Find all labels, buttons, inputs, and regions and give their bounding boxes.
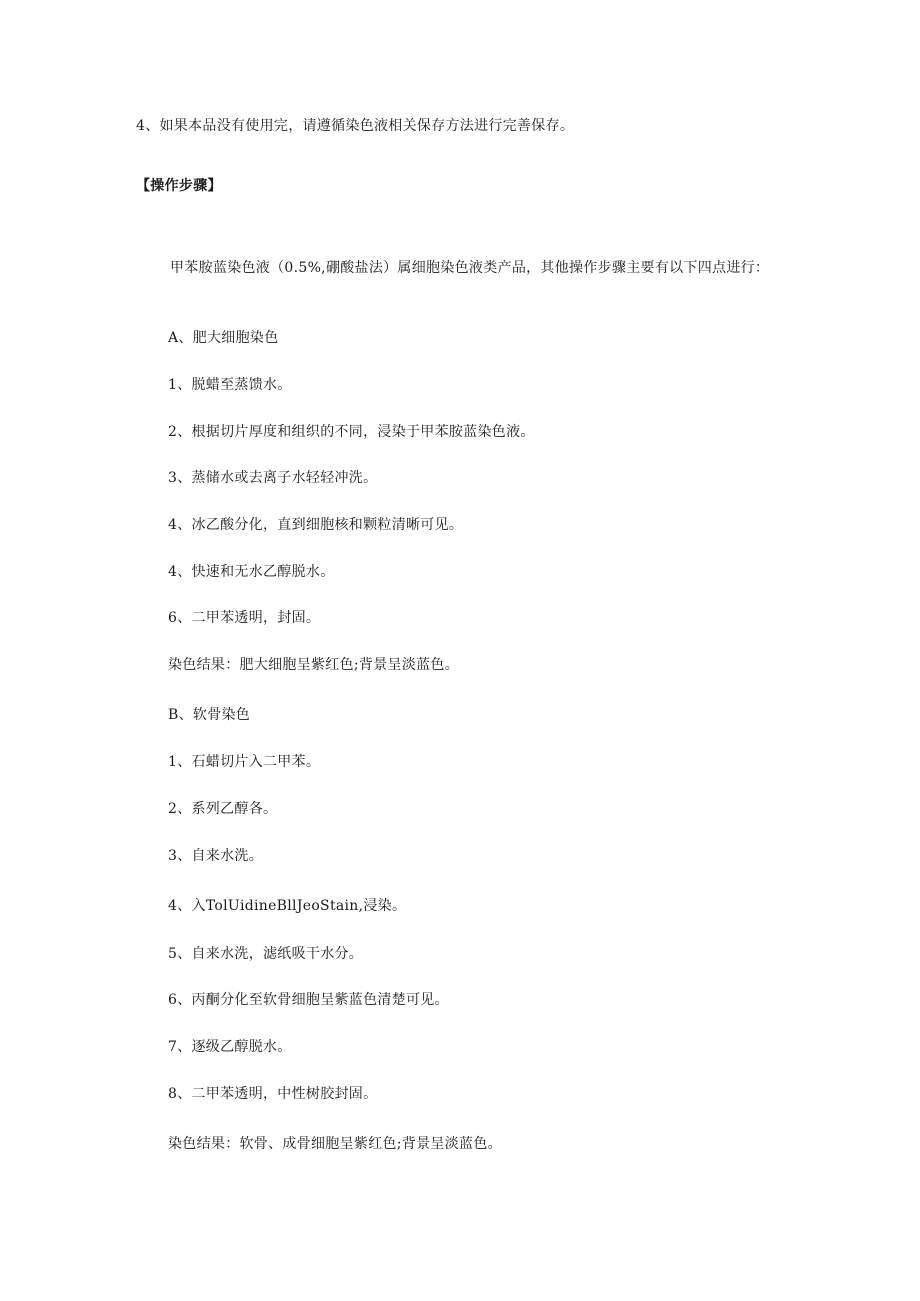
storage-note: 4、如果本品没有使用完，请遵循染色液相关保存方法进行完善保存。	[136, 118, 575, 134]
section-b-step-2: 2、系列乙醇各。	[168, 801, 278, 817]
section-b-title: B、软骨染色	[168, 707, 251, 723]
section-a-step-6: 6、二甲苯透明，封固。	[168, 610, 321, 626]
section-b-step-4: 4、入TolUidineBllJeoStain,浸染。	[168, 898, 407, 914]
section-a-step-2: 2、根据切片厚度和组织的不同，浸染于甲苯胺蓝染色液。	[168, 424, 535, 440]
section-b-result: 染色结果：软骨、成骨细胞呈紫红色;背景呈淡蓝色。	[168, 1136, 502, 1152]
section-b-step-1: 1、石蜡切片入二甲苯。	[168, 754, 321, 770]
section-a-result: 染色结果：肥大细胞呈紫红色;背景呈淡蓝色。	[168, 657, 460, 673]
section-b-step-7: 7、逐级乙醇脱水。	[168, 1039, 292, 1055]
section-b-step-8: 8、二甲苯透明，中性树胶封固。	[168, 1086, 378, 1102]
section-title: 【操作步骤】	[136, 178, 222, 194]
section-b-step-6: 6、丙酮分化至软骨细胞呈紫蓝色清楚可见。	[168, 992, 449, 1008]
section-a-step-5: 4、快速和无水乙醇脱水。	[168, 564, 335, 580]
section-b-step-5: 5、自来水洗，滤纸吸干水分。	[168, 946, 364, 962]
intro-paragraph: 甲苯胺蓝染色液（0.5%,硼酸盐法）属细胞染色液类产品，其他操作步骤主要有以下四点进行：	[170, 260, 770, 276]
section-b-step-3: 3、自来水洗。	[168, 848, 264, 864]
section-a-title: A、肥大细胞染色	[168, 330, 279, 346]
section-a-step-4: 4、冰乙酸分化，直到细胞核和颗粒清晰可见。	[168, 517, 464, 533]
section-a-step-3: 3、蒸储水或去离子水轻轻冲洗。	[168, 470, 378, 486]
section-a-step-1: 1、脱蜡至蒸馈水。	[168, 377, 292, 393]
